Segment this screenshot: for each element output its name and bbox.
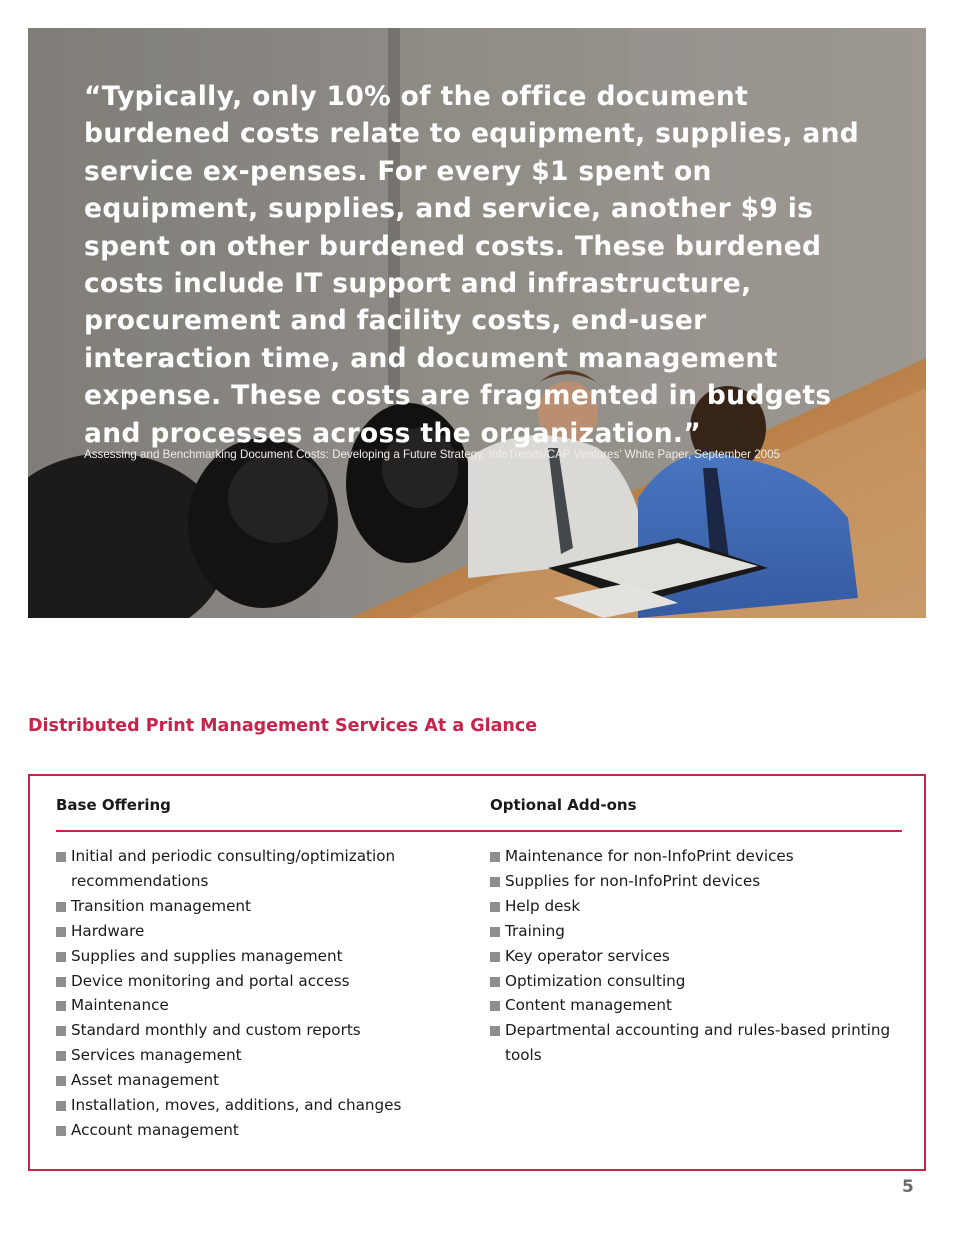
list-item: Transition management: [56, 894, 446, 919]
list-item: Supplies for non-InfoPrint devices: [490, 869, 900, 894]
square-bullet-icon: [56, 852, 66, 862]
square-bullet-icon: [490, 902, 500, 912]
square-bullet-icon: [56, 1026, 66, 1036]
list-item: Asset management: [56, 1068, 446, 1093]
hero-photo: [28, 28, 926, 618]
list-item: Initial and periodic consulting/optimization recommendations: [56, 844, 446, 894]
section-title: Distributed Print Management Services At a Glance: [28, 716, 538, 736]
list-item: Hardware: [56, 919, 446, 944]
square-bullet-icon: [490, 1001, 500, 1011]
list-item: Help desk: [490, 894, 900, 919]
list-item: Key operator services: [490, 944, 900, 969]
square-bullet-icon: [56, 1051, 66, 1061]
list-item: Standard monthly and custom reports: [56, 1018, 446, 1043]
heading-divider: [56, 830, 902, 832]
list-item: Departmental accounting and rules-based printing tools: [490, 1018, 900, 1068]
square-bullet-icon: [56, 927, 66, 937]
services-glance-box: [28, 774, 926, 1171]
list-item: Maintenance for non-InfoPrint devices: [490, 844, 900, 869]
list-item: Device monitoring and portal access: [56, 969, 446, 994]
list-item: Optimization consulting: [490, 969, 900, 994]
square-bullet-icon: [490, 977, 500, 987]
square-bullet-icon: [490, 852, 500, 862]
optional-addons-heading: Optional Add-ons: [490, 796, 637, 814]
square-bullet-icon: [490, 952, 500, 962]
list-item: Supplies and supplies management: [56, 944, 446, 969]
square-bullet-icon: [56, 1101, 66, 1111]
list-item: Maintenance: [56, 993, 446, 1018]
pull-quote: “Typically, only 10% of the office document burdened costs relate to equipment, supplies, and service ex-penses. For every $1 spent on equipment, supplies, and service, another $9 is spent on other burdened costs. These burdened costs include IT support and infrastructure, procurement and facility costs, end-user interaction time, and document management expense. These costs are fragmented in budgets and processes across the organization.”: [84, 81, 860, 449]
square-bullet-icon: [56, 952, 66, 962]
square-bullet-icon: [56, 1001, 66, 1011]
quote-citation: Assessing and Benchmarking Document Costs: Developing a Future Strategy, InfoTrends/CAP Ventures’ White Paper, September 2005: [84, 448, 780, 461]
optional-addons-list: [490, 844, 900, 1068]
list-item: Installation, moves, additions, and changes: [56, 1093, 446, 1118]
square-bullet-icon: [56, 977, 66, 987]
square-bullet-icon: [56, 902, 66, 912]
list-item: Training: [490, 919, 900, 944]
square-bullet-icon: [490, 927, 500, 937]
list-item: Content management: [490, 993, 900, 1018]
page-number: 5: [902, 1177, 914, 1197]
base-offering-heading: Base Offering: [56, 796, 171, 814]
base-offering-list: [56, 844, 446, 1143]
square-bullet-icon: [56, 1076, 66, 1086]
square-bullet-icon: [490, 1026, 500, 1036]
square-bullet-icon: [56, 1126, 66, 1136]
list-item: Services management: [56, 1043, 446, 1068]
square-bullet-icon: [490, 877, 500, 887]
list-item: Account management: [56, 1118, 446, 1143]
